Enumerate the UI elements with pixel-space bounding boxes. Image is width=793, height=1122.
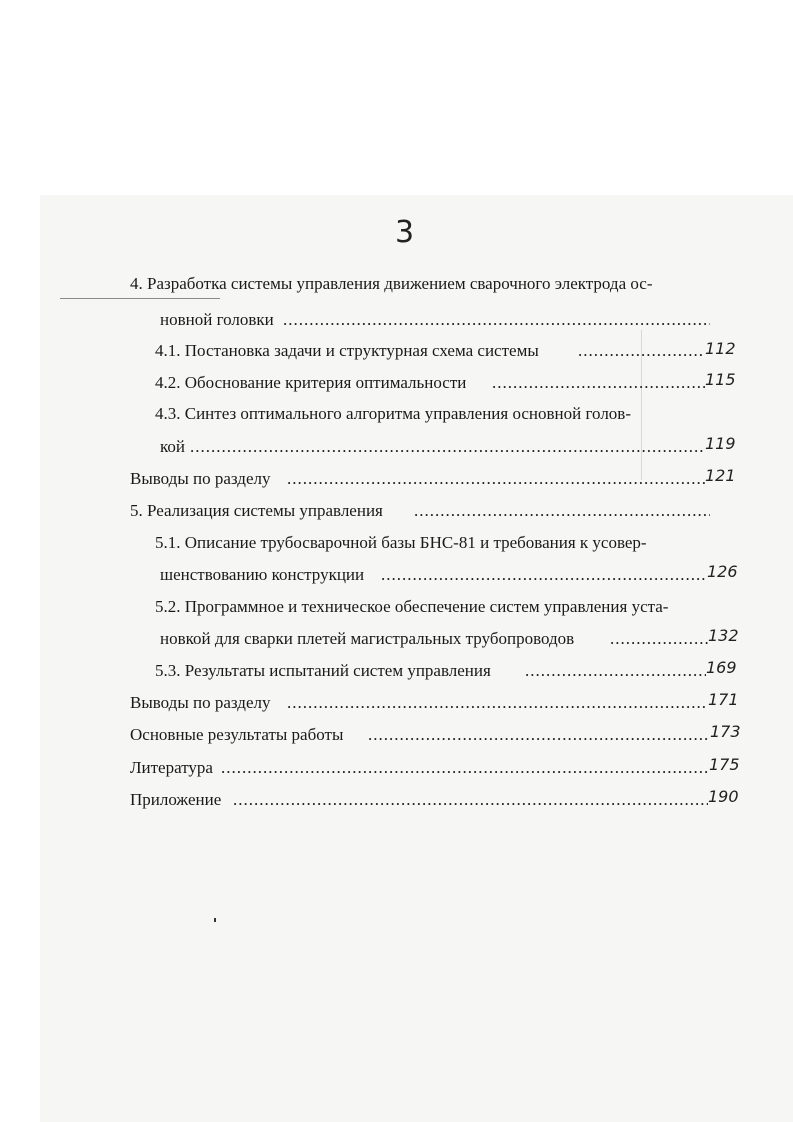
- toc-section-4-line2: новной головки: [160, 310, 274, 329]
- toc-page-5-3: 169: [706, 658, 737, 677]
- toc-section-5-2-line1: 5.2. Программное и техническое обеспечение систем управления уста-: [155, 597, 669, 616]
- toc-page-4-3: 119: [705, 434, 736, 453]
- page-number: 3: [395, 215, 416, 250]
- toc-page-main-results: 173: [710, 722, 741, 741]
- toc-page-4-2: 115: [705, 370, 736, 389]
- toc-leader: [381, 564, 707, 586]
- toc-page-5-1: 126: [707, 562, 738, 581]
- toc-page-5-2: 132: [708, 626, 739, 645]
- toc-section-5-1-line2: шенствованию конструкции: [160, 565, 365, 584]
- toc-leader: [287, 692, 708, 714]
- toc-leader: [221, 757, 709, 779]
- toc-page-4-1: 112: [705, 339, 736, 358]
- toc-section-5: 5. Реализация системы управления: [130, 501, 383, 520]
- toc-section-4-3-line1: 4.3. Синтез оптимального алгоритма управления основной голов-: [155, 404, 631, 423]
- toc-section-5-1-line1: 5.1. Описание трубосварочной базы БНС-81 и требования к усовер-: [155, 533, 647, 552]
- toc-leader: [578, 340, 705, 362]
- toc-section-4-3-line2: кой: [160, 437, 185, 456]
- scan-artifact-line: [60, 298, 220, 299]
- toc-leader: [283, 309, 710, 331]
- toc-leader: [610, 628, 708, 650]
- scan-background: [40, 195, 793, 1122]
- toc-section-4-line1: 4. Разработка системы управления движением сварочного электрода ос-: [130, 274, 653, 293]
- toc-leader: [190, 436, 703, 458]
- toc-page-conclusions-4: 121: [705, 466, 736, 485]
- toc-conclusions-4: Выводы по разделу: [130, 469, 271, 488]
- toc-main-results: Основные результаты работы: [130, 725, 344, 744]
- toc-section-4-2: 4.2. Обоснование критерия оптимальности: [155, 373, 467, 392]
- toc-leader: [368, 724, 710, 746]
- toc-leader: [414, 500, 710, 522]
- toc-section-5-2-line2: новкой для сварки плетей магистральных трубопроводов: [160, 629, 575, 648]
- toc-appendix: Приложение: [130, 790, 222, 809]
- toc-leader: [287, 468, 705, 490]
- toc-page-conclusions-5: 171: [708, 690, 739, 709]
- toc-leader: [492, 372, 705, 394]
- toc-section-5-3: 5.3. Результаты испытаний систем управления: [155, 661, 491, 680]
- toc-leader: [525, 660, 706, 682]
- toc-section-4-1: 4.1. Постановка задачи и структурная схема системы: [155, 341, 539, 360]
- toc-conclusions-5: Выводы по разделу: [130, 693, 271, 712]
- scan-speck: [214, 918, 216, 922]
- toc-page-appendix: 190: [708, 787, 739, 806]
- toc-literature: Литература: [130, 758, 213, 777]
- toc-leader: [233, 789, 708, 811]
- toc-page-literature: 175: [709, 755, 740, 774]
